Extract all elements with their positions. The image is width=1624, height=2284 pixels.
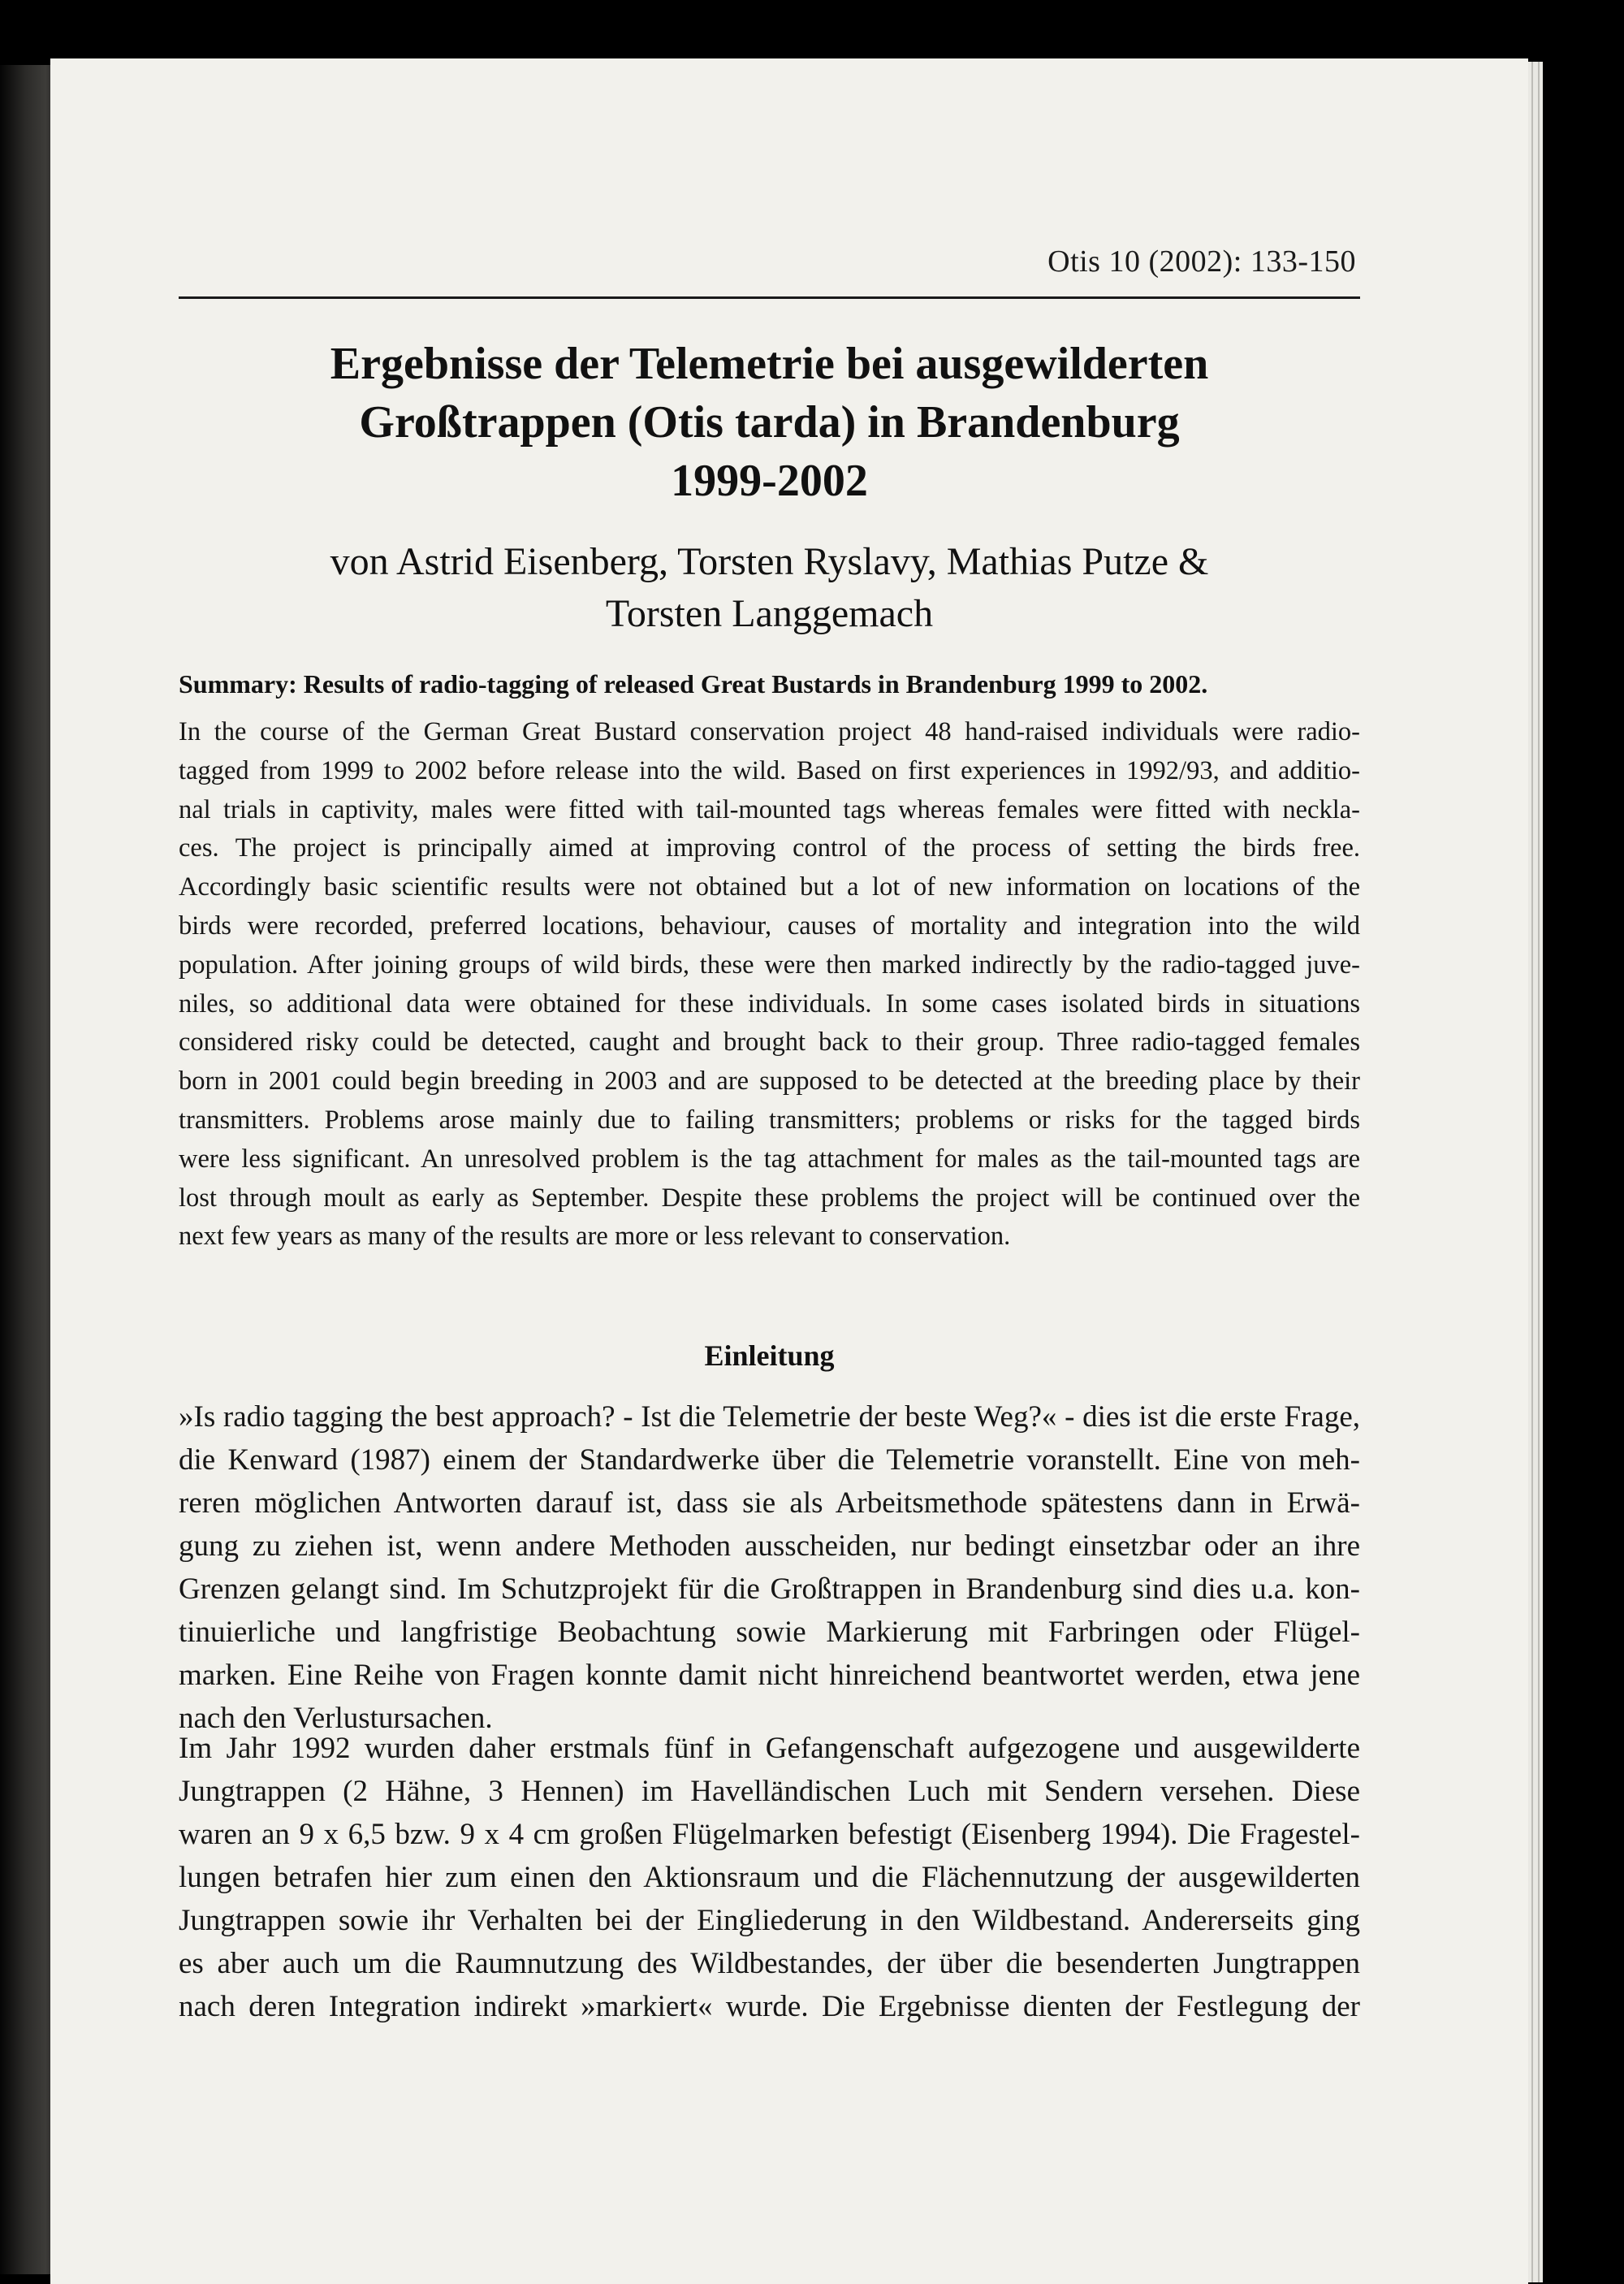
title-line-2: Großtrappen (Otis tarda) in Brandenburg: [359, 397, 1180, 448]
paragraph-line: Im Jahr 1992 wurden daher erstmals fünf in Gefangenschaft aufgezogene und ausgewilderte: [179, 1732, 1360, 1765]
paragraph-line: tinuierliche und langfristige Beobachtung sowie Markierung mit Farbringen oder Flügel-: [179, 1616, 1360, 1649]
paragraph-line: Jungtrappen sowie ihr Verhalten bei der Eingliederung in den Wildbestand. Andererseits ging: [179, 1904, 1360, 1937]
header-rule: [179, 296, 1360, 299]
author-line-1: von Astrid Eisenberg, Torsten Ryslavy, Mathias Putze &: [330, 540, 1209, 583]
summary-line: ces. The project is principally aimed at improving control of the process of setting the birds free.: [179, 833, 1360, 863]
title-line-1: Ergebnisse der Telemetrie bei ausgewilderten: [330, 339, 1209, 389]
paragraph-line: waren an 9 x 6,5 bzw. 9 x 4 cm großen Flügelmarken befestigt (Eisenberg 1994). Die Fragestel-: [179, 1818, 1360, 1851]
paragraph-2: [179, 1727, 1360, 2028]
paragraph-line: reren möglichen Antworten darauf ist, dass sie als Arbeitsmethode spätestens dann in Erwä-: [179, 1486, 1360, 1520]
paragraph-line: die Kenward (1987) einem der Standardwerke über die Telemetrie voranstellt. Eine von meh-: [179, 1443, 1360, 1477]
author-line-2: Torsten Langgemach: [605, 592, 934, 635]
summary-line: nal trials in captivity, males were fitted with tail-mounted tags whereas females were fitted with neckla-: [179, 794, 1360, 824]
section-heading: Einleitung: [704, 1339, 835, 1372]
summary-line: population. After joining groups of wild birds, these were then marked indirectly by the radio-tagged juve-: [179, 950, 1360, 980]
summary-line: Accordingly basic scientific results were not obtained but a lot of new information on locations of the: [179, 872, 1360, 902]
summary-line: tagged from 1999 to 2002 before release into the wild. Based on first experiences in 1992/93, and additio-: [179, 755, 1360, 785]
paragraph-line: gung zu ziehen ist, wenn andere Methoden ausscheiden, nur bedingt einsetzbar oder an ihre: [179, 1529, 1360, 1563]
paragraph-line: Grenzen gelangt sind. Im Schutzprojekt für die Großtrappen in Brandenburg sind dies u.a. kon-: [179, 1572, 1360, 1606]
summary-line: lost through moult as early as September. Despite these problems the project will be continued over the: [179, 1183, 1360, 1213]
paragraph-1: [179, 1395, 1360, 1740]
article-title: [179, 335, 1360, 510]
summary-body: [179, 713, 1360, 1257]
paragraph-line: nach deren Integration indirekt »markiert« wurde. Die Ergebnisse dienten der Festlegung der: [179, 1990, 1360, 2023]
paragraph-line: »Is radio tagging the best approach? - Ist die Telemetrie der beste Weg?« - dies ist die erste Frage,: [179, 1400, 1360, 1434]
paragraph-line: Jungtrappen (2 Hähne, 3 Hennen) im Havelländischen Luch mit Sendern versehen. Diese: [179, 1775, 1360, 1808]
summary-line: born in 2001 could begin breeding in 2003 and are supposed to be detected at the breeding place by their: [179, 1066, 1360, 1097]
summary-line: considered risky could be detected, caught and brought back to their group. Three radio-tagged females: [179, 1027, 1360, 1058]
article-authors: [179, 536, 1360, 640]
paragraph-line: es aber auch um die Raumnutzung des Wildbestandes, der über die besenderten Jungtrappen: [179, 1947, 1360, 1980]
summary-line: transmitters. Problems arose mainly due to failing transmitters; problems or risks for the tagged birds: [179, 1105, 1360, 1135]
summary-line: next few years as many of the results are more or less relevant to conservation.: [179, 1222, 1011, 1252]
summary-line: niles, so additional data were obtained for these individuals. In some cases isolated birds in situations: [179, 988, 1360, 1019]
summary-line: birds were recorded, preferred locations, behaviour, causes of mortality and integration into the wild: [179, 911, 1360, 941]
paragraph-line: lungen betrafen hier zum einen den Aktionsraum und die Flächennutzung der ausgewilderten: [179, 1861, 1360, 1894]
paragraph-line: marken. Eine Reihe von Fragen konnte damit nicht hinreichend beantwortet werden, etwa jene: [179, 1659, 1360, 1692]
paragraph-line: nach den Verlustursachen.: [179, 1702, 493, 1735]
journal-reference: Otis 10 (2002): 133-150: [1047, 244, 1356, 279]
summary-line: were less significant. An unresolved problem is the tag attachment for males as the tail-mounted tags are: [179, 1144, 1360, 1174]
summary-heading: Summary: Results of radio-tagging of released Great Bustards in Brandenburg 1999 to 2002.: [179, 669, 1208, 699]
summary-line: In the course of the German Great Bustard conservation project 48 hand-raised individuals were radio-: [179, 717, 1360, 746]
title-line-3: 1999-2002: [671, 456, 868, 506]
book-spine: [0, 65, 57, 2274]
